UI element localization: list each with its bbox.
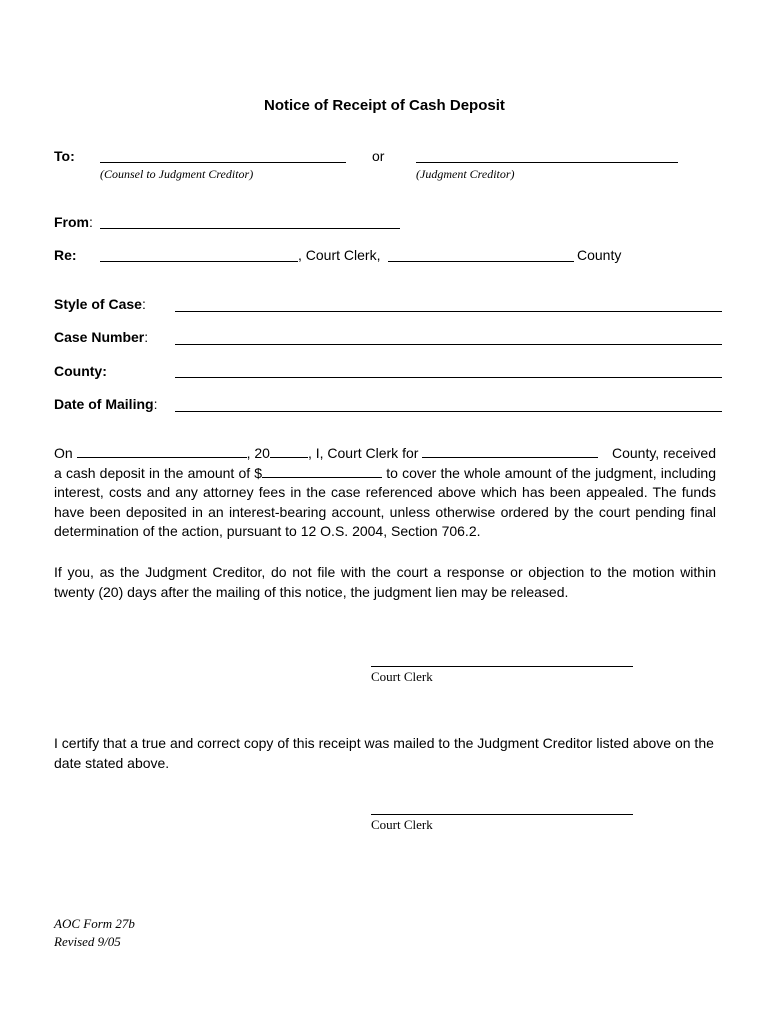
date-of-mailing-field[interactable] (175, 411, 722, 412)
re-county-text: County (577, 247, 622, 263)
county-label: County: (54, 363, 107, 379)
case-number-label: Case Number: (54, 329, 149, 345)
judgment-creditor-note: (Judgment Creditor) (416, 167, 515, 181)
from-label: From: (54, 214, 93, 230)
receipt-paragraph: On , 20 , I, Court Clerk for County, received a cash deposit in the amount of $ to cover the whole amount of the judgment, including interest, costs and any attorney fees in the case referenced above which has been appealed. The funds have been deposited in an interest-bearing account, unless otherwise ordered by the court pending final determination of the action, pursuant to 12 O.S. 2004, Section 706.2. (54, 445, 716, 539)
clerk-county-blank[interactable] (422, 445, 598, 458)
court-clerk-label-1: Court Clerk (371, 669, 433, 684)
signature-line-2[interactable] (371, 814, 633, 815)
court-clerk-label-2: Court Clerk (371, 817, 433, 832)
style-of-case-label: Style of Case: (54, 296, 146, 312)
case-number-field[interactable] (175, 344, 722, 345)
or-text: or (372, 148, 385, 164)
form-number: AOC Form 27b (54, 916, 135, 931)
form-revision: Revised 9/05 (54, 934, 121, 949)
form-id (54, 915, 135, 951)
release-paragraph: If you, as the Judgment Creditor, do not file with the court a response or objection to the motion within twenty (20) days after the mailing of this notice, the judgment lien may be released. (54, 564, 716, 600)
re-label: Re: (54, 247, 77, 263)
certify-paragraph: I certify that a true and correct copy of this receipt was mailed to the Judgment Creditor listed above on the date stated above. (54, 735, 714, 771)
re-court-clerk-text: , Court Clerk, (298, 247, 381, 263)
date-of-mailing-label: Date of Mailing: (54, 396, 158, 412)
judgment-creditor-field[interactable] (416, 162, 678, 163)
amount-blank[interactable] (262, 465, 382, 478)
re-county-field[interactable] (388, 261, 574, 262)
to-label: To: (54, 148, 75, 164)
county-field[interactable] (175, 377, 722, 378)
date-blank[interactable] (77, 445, 247, 458)
year-blank[interactable] (270, 445, 308, 458)
from-field[interactable] (100, 228, 400, 229)
style-of-case-field[interactable] (175, 311, 722, 312)
signature-line-1[interactable] (371, 666, 633, 667)
page-title: Notice of Receipt of Cash Deposit (264, 97, 505, 114)
re-clerk-name-field[interactable] (100, 261, 298, 262)
counsel-field[interactable] (100, 162, 346, 163)
counsel-note: (Counsel to Judgment Creditor) (100, 167, 254, 181)
